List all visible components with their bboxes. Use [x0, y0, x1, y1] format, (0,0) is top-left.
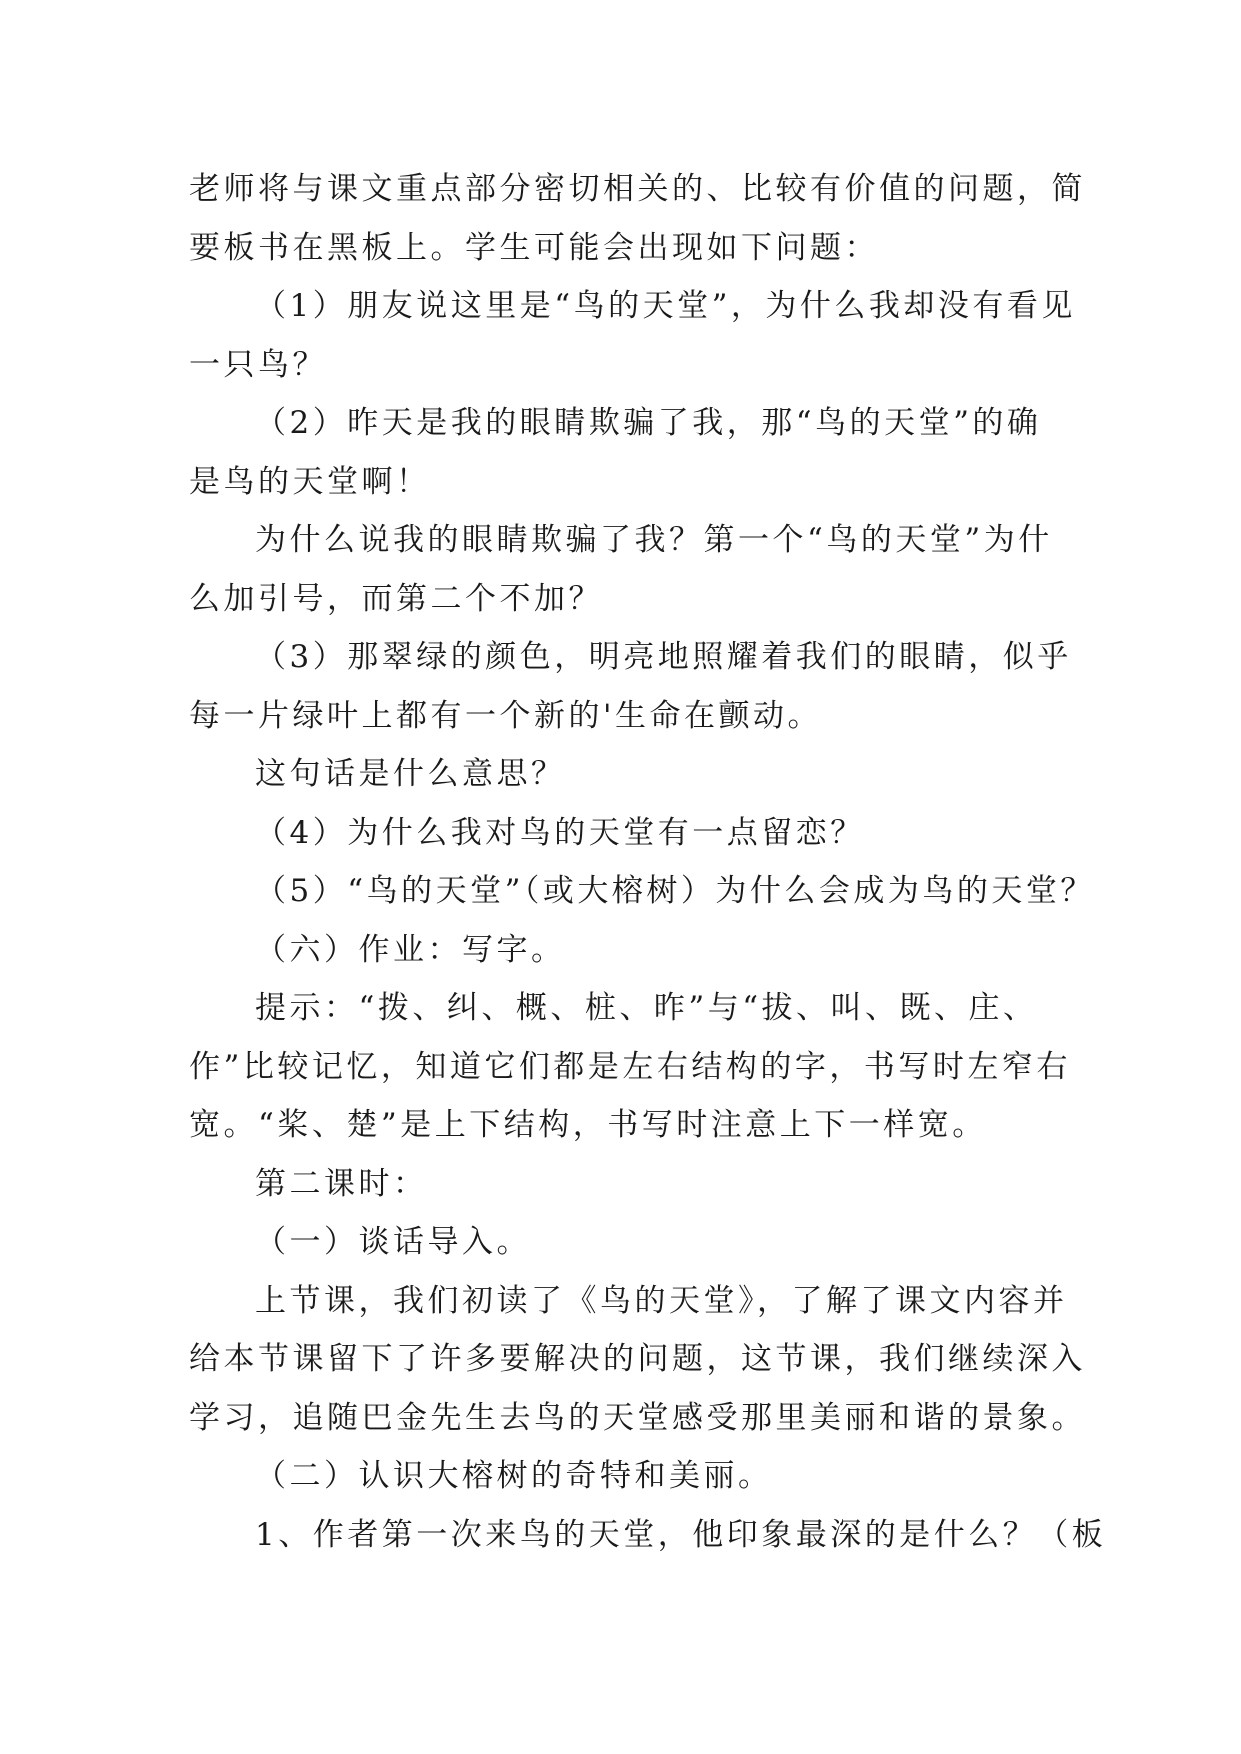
text-line: （一）谈话导入。 — [255, 1224, 531, 1260]
text-line: 第二课时： — [255, 1165, 428, 1202]
text-line: 要板书在黑板上。学生可能会出现如下问题： — [189, 229, 879, 266]
text-line: 上节课，我们初读了《鸟的天堂》，了解了课文内容并 — [255, 1282, 1068, 1319]
text-line: （二）认识大榕树的奇特和美丽。 — [255, 1458, 773, 1494]
document-body — [189, 160, 1107, 1564]
text-line: 学习，追随巴金先生去鸟的天堂感受那里美丽和谐的景象。 — [189, 1399, 1086, 1436]
text-line: 每一片绿叶上都有一个新的'生命在颤动。 — [189, 697, 823, 734]
text-line: （六）作业：写字。 — [255, 931, 566, 968]
text-line: 1、作者第一次来鸟的天堂，他印象最深的是什么？（板 — [255, 1516, 1107, 1553]
text-line: （1）朋友说这里是“鸟的天堂”，为什么我却没有看见 — [255, 288, 1076, 324]
text-line: （3）那翠绿的颜色，明亮地照耀着我们的眼睛，似乎 — [255, 639, 1072, 675]
text-line: 么加引号，而第二个不加？ — [189, 580, 603, 617]
text-line: 提示：“拨、纠、概、桩、昨”与“拔、叫、既、庄、 — [255, 990, 1038, 1026]
text-line: 是鸟的天堂啊！ — [189, 463, 431, 500]
text-line: 为什么说我的眼睛欺骗了我？第一个“鸟的天堂”为什 — [255, 522, 1053, 558]
text-line: 给本节课留下了许多要解决的问题，这节课，我们继续深入 — [189, 1341, 1086, 1377]
text-line: 一只鸟？ — [189, 346, 327, 383]
text-line: 这句话是什么意思？ — [255, 756, 566, 792]
text-line: 作”比较记忆，知道它们都是左右结构的字，书写时左窄右 — [189, 1048, 1071, 1085]
text-line: 老师将与课文重点部分密切相关的、比较有价值的问题，简 — [189, 171, 1086, 207]
text-line: （2）昨天是我的眼睛欺骗了我，那“鸟的天堂”的确 — [255, 405, 1042, 441]
text-line: （5）“鸟的天堂”（或大榕树）为什么会成为鸟的天堂？ — [255, 873, 1095, 909]
text-line: 宽。“桨、楚”是上下结构，书写时注意上下一样宽。 — [189, 1107, 987, 1143]
text-line: （4）为什么我对鸟的天堂有一点留恋？ — [255, 814, 865, 851]
